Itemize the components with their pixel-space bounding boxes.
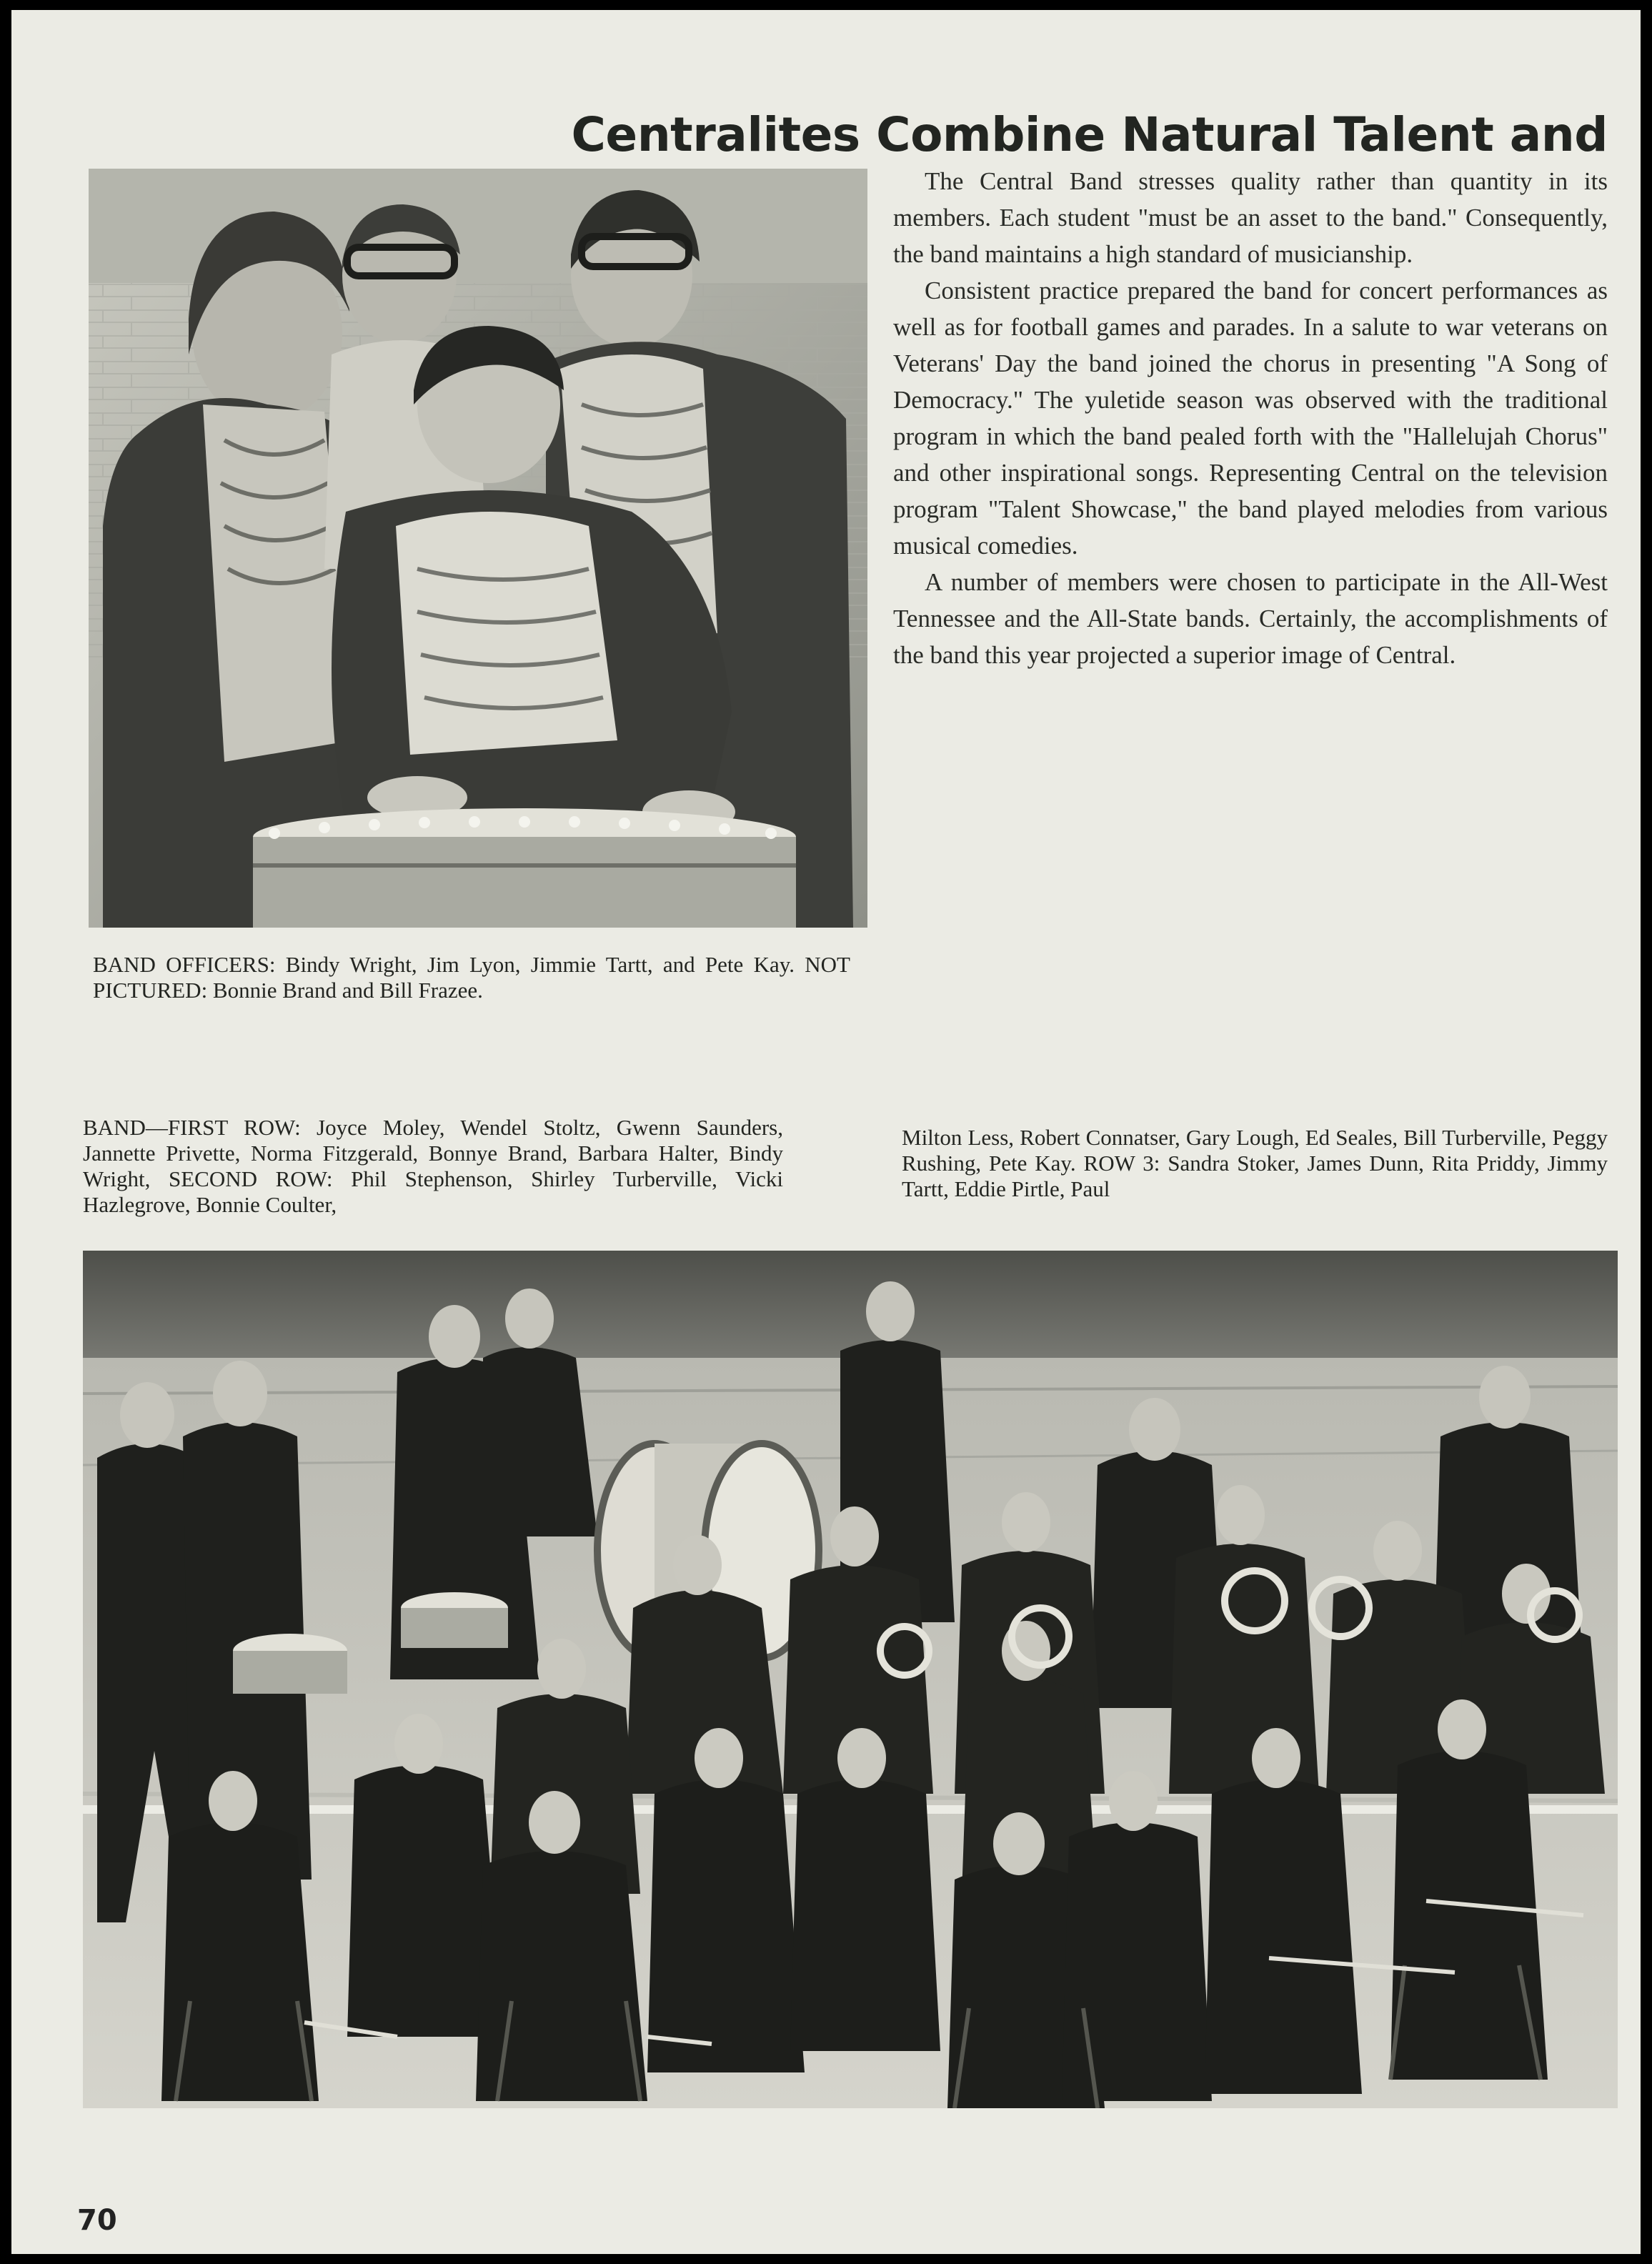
band-roster-caption-right: Milton Less, Robert Connatser, Gary Lough, Ed Seales, Bill Turberville, Peggy Rushing, Pete Kay. ROW 3: Sandra Stoker, James Dunn, Rita Priddy, Jimmy Tartt, Eddie Pirtle, Paul [902, 1125, 1608, 1201]
article-paragraph-3: A number of members were chosen to participate in the All-West Tennessee and the All-State bands. Certainly, the accomplishments of the band this year projected a superior image of Central. [893, 568, 1608, 669]
full-band-photo-image [83, 1251, 1618, 2108]
article-paragraph-1: The Central Band stresses quality rather than quantity in its members. Each student "must be an asset to the band." Consequently, the band maintains a high standard of musicianship. [893, 167, 1608, 268]
band-roster-caption-left: BAND—FIRST ROW: Joyce Moley, Wendel Stoltz, Gwenn Saunders, Jannette Privette, Norma Fitzgerald, Bonnye Brand, Barbara Halter, Bindy Wright, SECOND ROW: Phil Stephenson, Shirley Turberville, Vicki Hazlegrove, Bonnie Coulter, [83, 1115, 783, 1217]
yearbook-page [11, 10, 1641, 2254]
full-band-photo [83, 1251, 1618, 2108]
band-officers-photo-image [89, 169, 867, 928]
page-headline: Centralites Combine Natural Talent and [571, 107, 1608, 163]
band-officers-caption: BAND OFFICERS: Bindy Wright, Jim Lyon, Jimmie Tartt, and Pete Kay. NOT PICTURED: Bonnie Brand and Bill Frazee. [93, 952, 850, 1003]
page-number: 70 [77, 2204, 117, 2237]
band-officers-photo [89, 169, 867, 928]
article-body [893, 163, 1608, 673]
article-paragraph-2: Consistent practice prepared the band for concert performances as well as for football games and parades. In a salute to war veterans on Veterans' Day the band joined the chorus in presenting "A Song of Democracy." The yuletide season was observed with the traditional program in which the band pealed forth with the "Hallelujah Chorus" and other inspirational songs. Representing Central on the television program "Talent Showcase," the band played melodies from various musical comedies. [893, 277, 1608, 560]
